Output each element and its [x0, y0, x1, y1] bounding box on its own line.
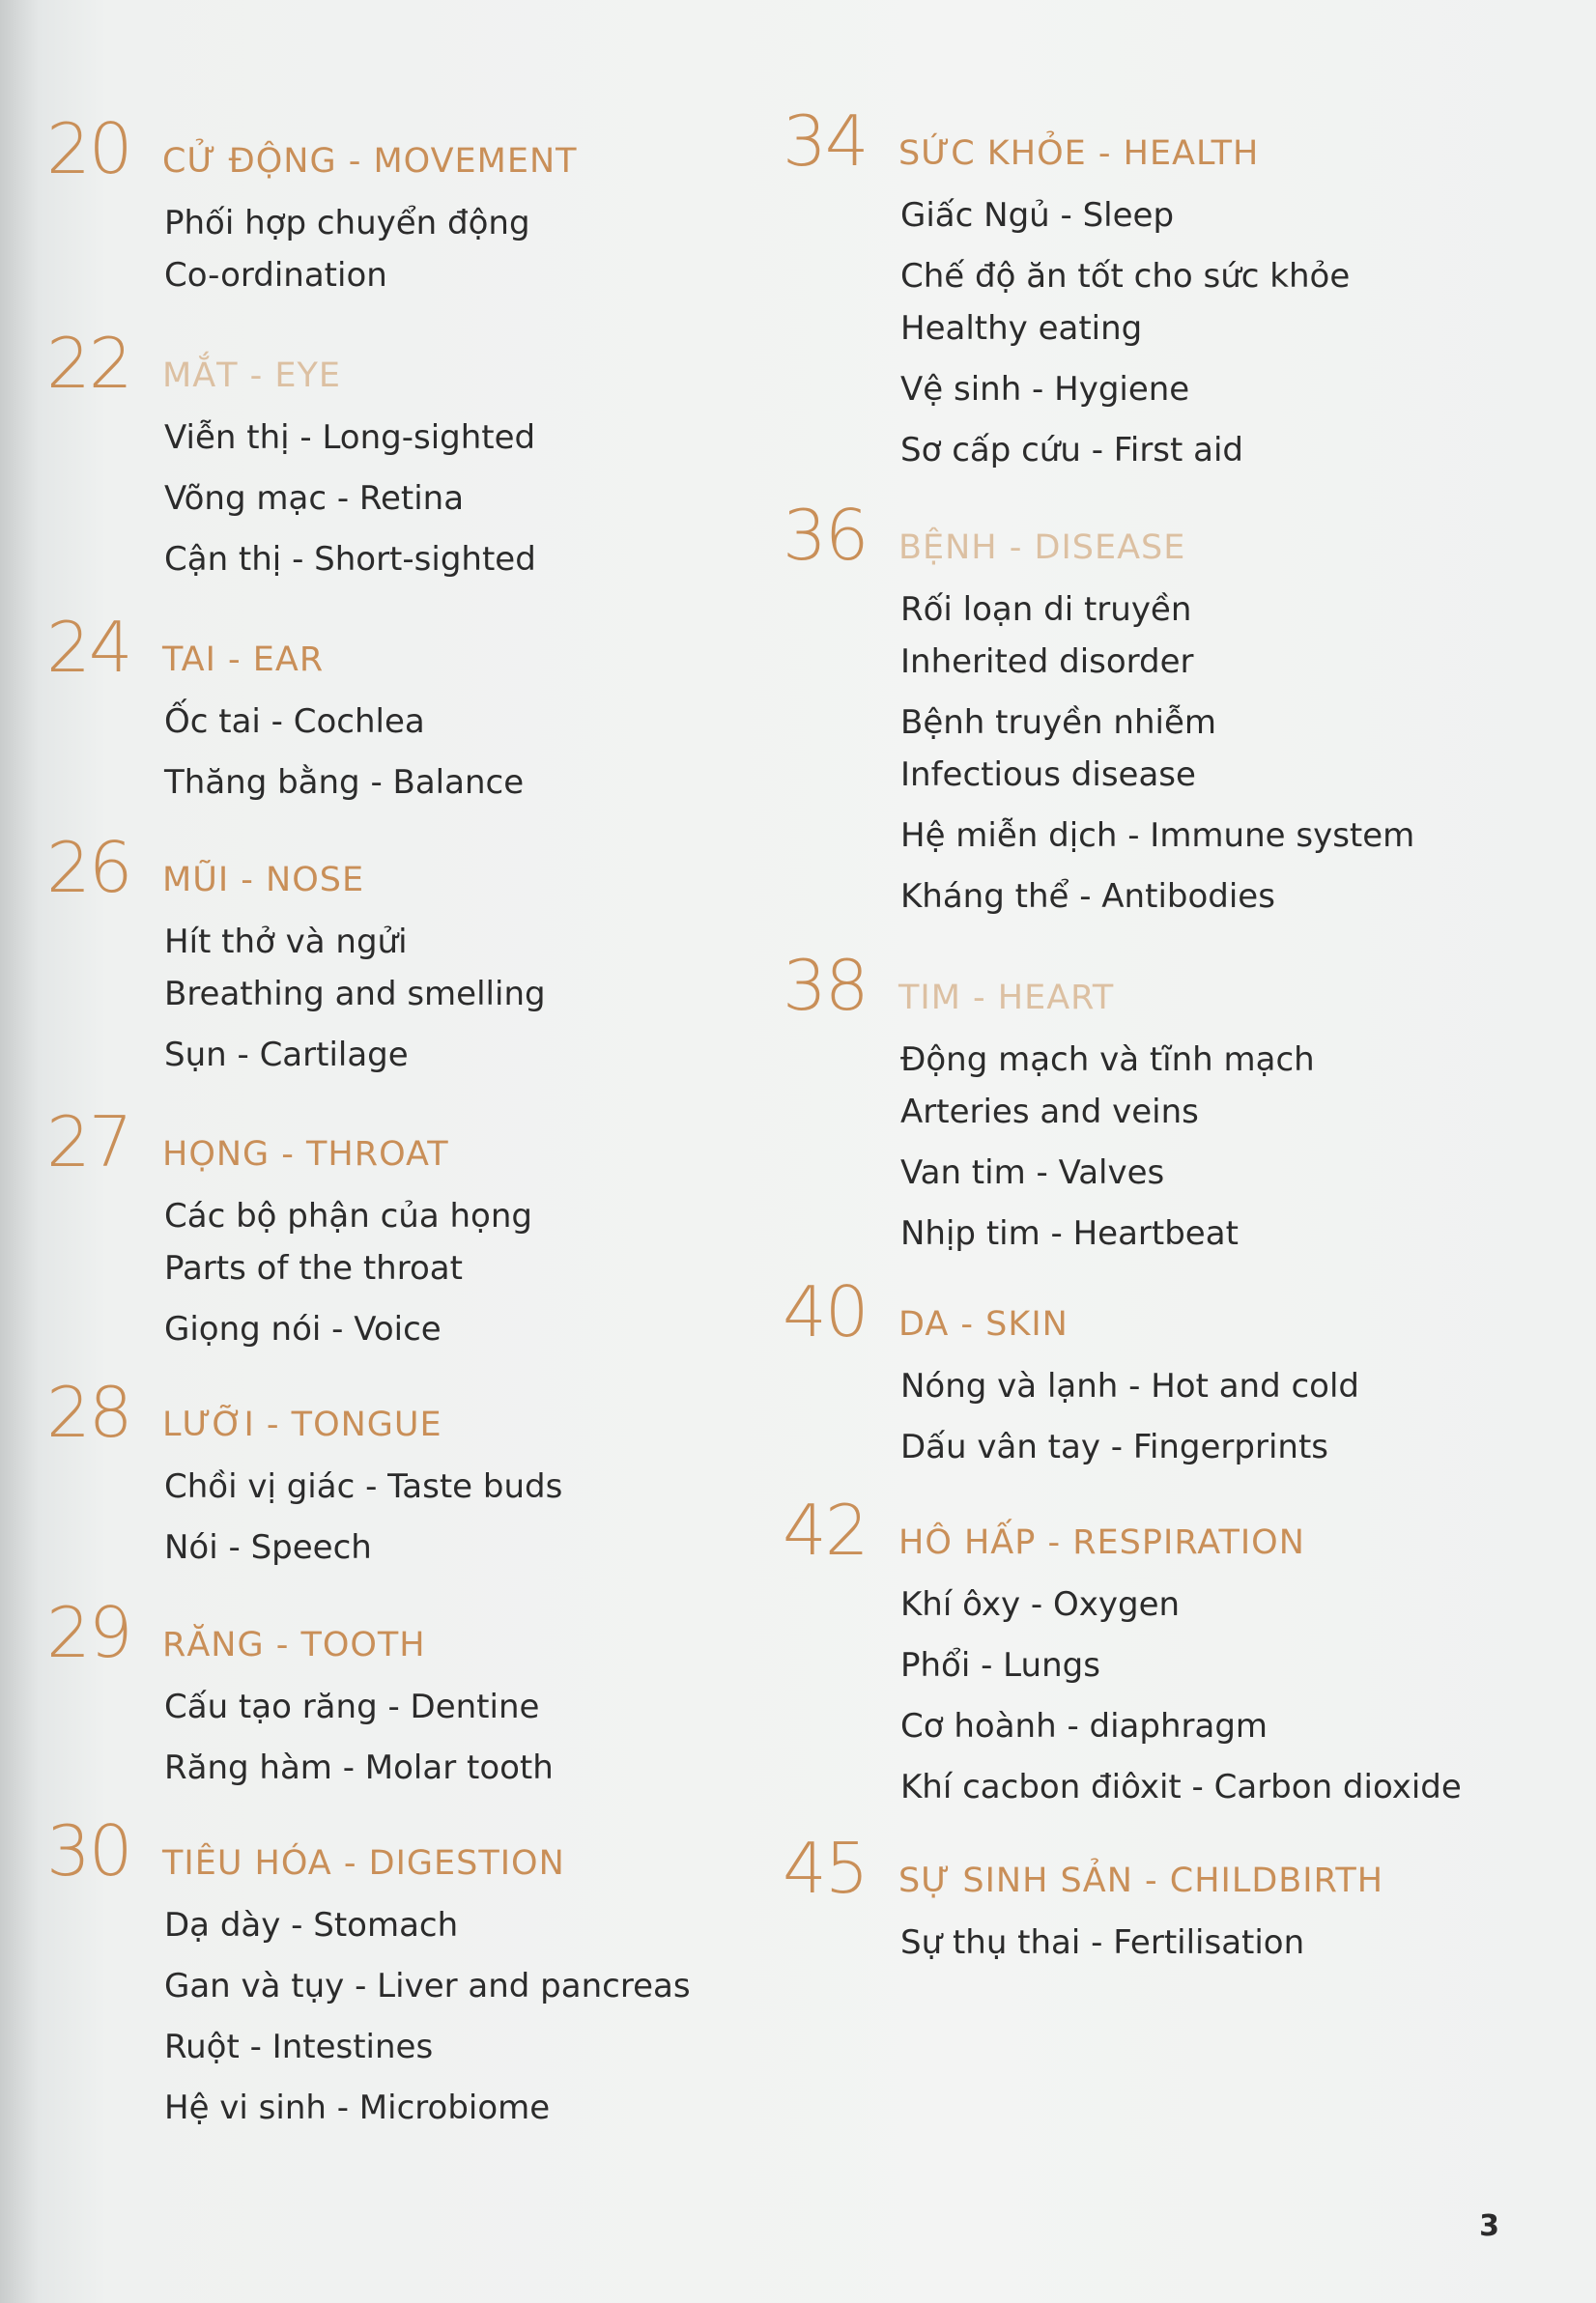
section-entries	[900, 189, 1596, 485]
section-page-number: 27	[46, 1101, 131, 1182]
toc-entry-line: Giọng nói - Voice	[164, 1310, 442, 1349]
section-title: MẮT - EYE	[162, 356, 342, 395]
section-title: BỆNH - DISEASE	[898, 528, 1186, 567]
toc-entry-line: Dạ dày - Stomach	[164, 1906, 459, 1945]
toc-entry	[900, 189, 1596, 242]
toc-entry	[900, 810, 1596, 862]
section-title: SỨC KHỎE - HEALTH	[898, 134, 1260, 173]
section-entries	[164, 696, 860, 817]
toc-entry-line: Cơ hoành - diaphragm	[900, 1707, 1268, 1746]
section-page-number: 26	[46, 827, 131, 908]
toc-entry-line: Sự thụ thai - Fertilisation	[900, 1923, 1305, 1962]
toc-entry	[900, 1208, 1596, 1260]
section-page-number: 42	[783, 1490, 868, 1571]
section-page-number: 22	[46, 323, 131, 404]
toc-entry-line: Arteries and veins	[900, 1093, 1199, 1131]
toc-entry-line: Hệ vi sinh - Microbiome	[164, 2089, 551, 2127]
toc-entry-line: Thăng bằng - Balance	[164, 763, 525, 802]
toc-entry-line: Sụn - Cartilage	[164, 1036, 409, 1074]
toc-entry	[900, 1421, 1596, 1473]
section-title: TIM - HEART	[898, 979, 1115, 1017]
section-title: LƯỠI - TONGUE	[162, 1406, 442, 1444]
toc-entry-line: Parts of the throat	[164, 1249, 463, 1288]
toc-entry	[164, 2082, 860, 2134]
section-entries	[164, 1190, 860, 1364]
toc-entry-line: Co-ordination	[164, 256, 387, 295]
section-title: TAI - EAR	[162, 640, 325, 679]
toc-entry-line: Võng mạc - Retina	[164, 479, 465, 518]
toc-entry	[900, 1147, 1596, 1199]
toc-entry-line: Gan và tụy - Liver and pancreas	[164, 1967, 691, 2005]
toc-entry	[164, 1303, 860, 1355]
toc-entry-line: Inherited disorder	[900, 642, 1194, 681]
toc-entry	[900, 697, 1596, 801]
section-title: MŨI - NOSE	[162, 861, 365, 899]
toc-entry	[900, 1578, 1596, 1631]
section-title: SỰ SINH SẢN - CHILDBIRTH	[898, 1862, 1384, 1900]
toc-entry	[164, 1742, 860, 1794]
section-entries	[900, 1034, 1596, 1268]
section-page-number: 30	[46, 1810, 131, 1891]
toc-entry-line: Phổi - Lungs	[900, 1646, 1100, 1685]
toc-entry-line: Các bộ phận của họng	[164, 1197, 532, 1236]
section-page-number: 36	[783, 495, 868, 576]
toc-entry-line: Kháng thể - Antibodies	[900, 877, 1275, 916]
toc-entry	[164, 1960, 860, 2012]
toc-entry	[164, 2021, 860, 2073]
section-entries	[900, 1917, 1596, 1977]
toc-entry-line: Phối hợp chuyển động	[164, 204, 530, 242]
toc-entry	[164, 197, 860, 301]
toc-entry-line: Vệ sinh - Hygiene	[900, 370, 1190, 409]
toc-entry	[900, 424, 1596, 476]
toc-entry-line: Hít thở và ngửi	[164, 923, 408, 961]
toc-entry	[164, 1521, 860, 1574]
toc-entry	[164, 1461, 860, 1513]
section-entries	[900, 1360, 1596, 1482]
section-page-number: 28	[46, 1372, 131, 1453]
toc-entry-line: Viễn thị - Long-sighted	[164, 418, 536, 457]
toc-entry	[164, 1190, 860, 1294]
toc-entry	[900, 870, 1596, 923]
toc-entry	[164, 1899, 860, 1951]
toc-entry-line: Nói - Speech	[164, 1528, 372, 1567]
section-entries	[164, 1681, 860, 1803]
section-entries	[164, 197, 860, 310]
toc-entry	[900, 250, 1596, 355]
section-title: HỌNG - THROAT	[162, 1135, 449, 1174]
section-page-number: 40	[783, 1271, 868, 1352]
section-title: TIÊU HÓA - DIGESTION	[162, 1844, 565, 1883]
toc-entry-line: Infectious disease	[900, 755, 1196, 794]
toc-entry-line: Giấc Ngủ - Sleep	[900, 196, 1175, 235]
section-entries	[164, 916, 860, 1090]
toc-entry-line: Nóng và lạnh - Hot and cold	[900, 1367, 1360, 1406]
toc-entry-line: Chồi vị giác - Taste buds	[164, 1467, 563, 1506]
toc-entry-line: Sơ cấp cứu - First aid	[900, 431, 1244, 469]
toc-entry-line: Van tim - Valves	[900, 1153, 1165, 1192]
toc-entry-line: Bệnh truyền nhiễm	[900, 703, 1216, 742]
toc-entry-line: Ốc tai - Cochlea	[164, 702, 425, 741]
toc-entry	[900, 363, 1596, 415]
toc-entry	[164, 756, 860, 809]
toc-entry	[164, 916, 860, 1020]
toc-entry	[900, 583, 1596, 688]
section-title: CỬ ĐỘNG - MOVEMENT	[162, 142, 578, 181]
toc-entry-line: Chế độ ăn tốt cho sức khỏe	[900, 257, 1351, 296]
toc-entry-line: Động mạch và tĩnh mạch	[900, 1040, 1315, 1079]
section-page-number: 34	[783, 100, 868, 182]
section-entries	[900, 583, 1596, 931]
toc-entry-line: Healthy eating	[900, 309, 1143, 348]
toc-entry	[164, 533, 860, 585]
toc-entry	[164, 412, 860, 464]
toc-entry	[164, 1029, 860, 1081]
toc-entry	[900, 1761, 1596, 1813]
toc-entry-line: Nhịp tim - Heartbeat	[900, 1214, 1239, 1253]
toc-entry-line: Răng hàm - Molar tooth	[164, 1749, 554, 1787]
toc-entry	[900, 1917, 1596, 1969]
toc-entry-line: Dấu vân tay - Fingerprints	[900, 1428, 1329, 1466]
section-entries	[164, 1899, 860, 2143]
section-page-number: 45	[783, 1828, 868, 1909]
toc-entry-line: Khí cacbon điôxit - Carbon dioxide	[900, 1768, 1462, 1806]
toc-entry-line: Cấu tạo răng - Dentine	[164, 1688, 540, 1726]
toc-entry-line: Khí ôxy - Oxygen	[900, 1585, 1181, 1624]
toc-entry	[164, 696, 860, 748]
toc-entry-line: Ruột - Intestines	[164, 2028, 434, 2066]
page-number: 3	[1479, 2209, 1499, 2243]
toc-entry-line: Breathing and smelling	[164, 975, 546, 1013]
toc-entry-line: Rối loạn di truyền	[900, 590, 1192, 629]
toc-entry	[900, 1360, 1596, 1412]
section-page-number: 20	[46, 108, 131, 189]
toc-entry	[900, 1639, 1596, 1692]
section-page-number: 38	[783, 945, 868, 1026]
section-page-number: 29	[46, 1592, 131, 1673]
section-page-number: 24	[46, 607, 131, 688]
section-entries	[164, 412, 860, 594]
toc-entry-line: Cận thị - Short-sighted	[164, 540, 536, 579]
toc-entry	[900, 1700, 1596, 1752]
section-title: DA - SKIN	[898, 1305, 1069, 1344]
section-title: RĂNG - TOOTH	[162, 1626, 426, 1664]
toc-entry	[900, 1034, 1596, 1138]
toc-entry	[164, 472, 860, 525]
toc-entry	[164, 1681, 860, 1733]
section-entries	[900, 1578, 1596, 1822]
section-entries	[164, 1461, 860, 1582]
toc-entry-line: Hệ miễn dịch - Immune system	[900, 816, 1415, 855]
section-title: HÔ HẤP - RESPIRATION	[898, 1523, 1305, 1562]
